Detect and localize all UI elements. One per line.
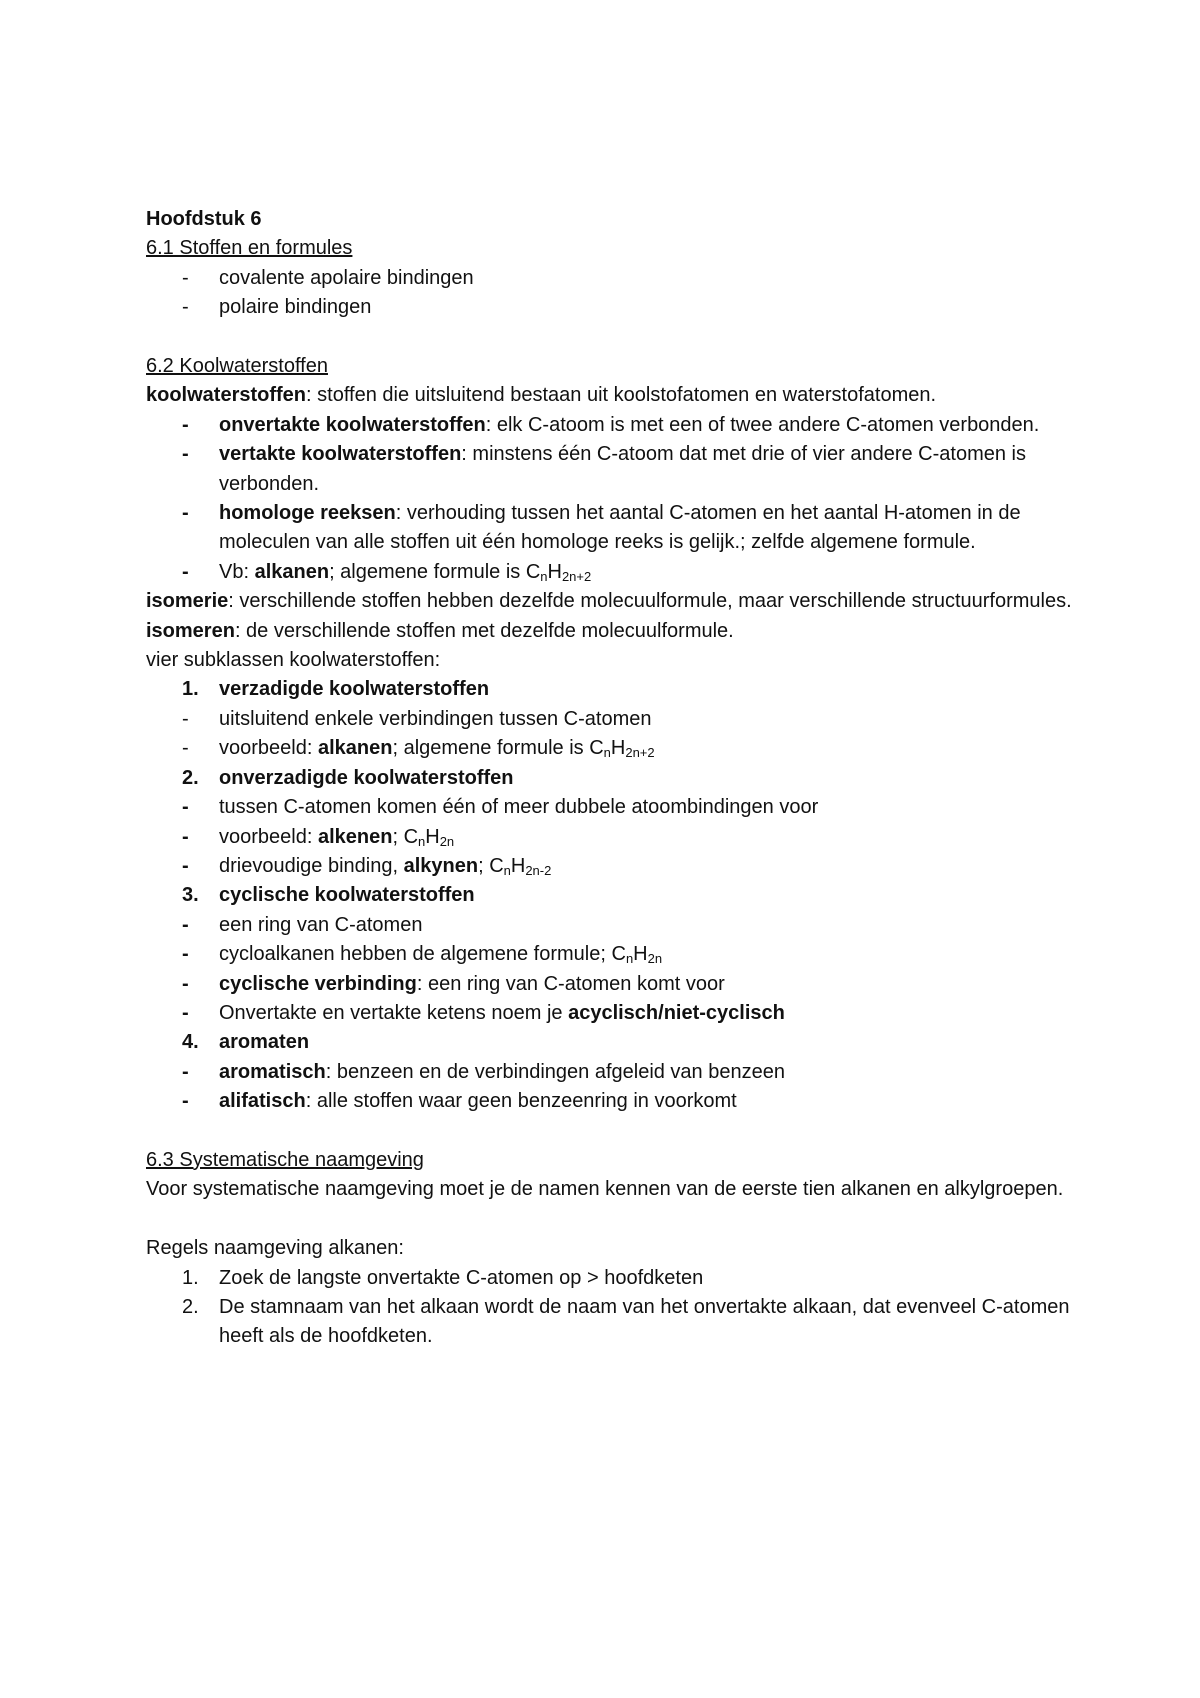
numbered-item: 1. Zoek de langste onvertakte C-atomen op > hoofdketen — [182, 1266, 704, 1289]
dash-marker: - — [182, 443, 189, 466]
list-item: - covalente apolaire bindingen — [146, 264, 1106, 293]
list-item: - aromatisch: benzeen en de verbindingen afgeleid van benzeen — [146, 1058, 1106, 1087]
dash-marker: - — [182, 913, 189, 936]
chapter-title: Hoofdstuk 6 — [146, 208, 262, 230]
dash-marker: - — [182, 943, 189, 966]
dash-marker: - — [182, 825, 189, 848]
list-item: - voorbeeld: alkenen; $C_nH_{2n}$ — [146, 823, 1106, 852]
spacer — [146, 323, 1106, 352]
document-content — [146, 205, 1106, 1352]
list-item: - polaire bindingen — [146, 293, 1106, 322]
numbered-heading: 2. onverzadigde koolwaterstoffen — [182, 766, 514, 789]
section-heading-6-1: 6.1 Stoffen en formules — [146, 237, 353, 260]
dash-marker: - — [182, 502, 189, 525]
dash-marker: - — [182, 296, 189, 319]
definition-isomeren: isomeren: de verschillende stoffen met dezelfde molecuulformule. — [146, 619, 734, 642]
list-item: - tussen C-atomen komen één of meer dubbele atoombindingen voor — [146, 793, 1106, 822]
section-heading-6-3: 6.3 Systematische naamgeving — [146, 1148, 424, 1171]
list-item: - voorbeeld: alkanen; algemene formule is $C_nH_{2n+2}$ — [146, 734, 1106, 763]
list-item: - Onvertakte en vertakte ketens noem je acyclisch/niet-cyclisch — [146, 999, 1106, 1028]
dash-marker: - — [182, 266, 189, 289]
dash-marker: - — [182, 560, 189, 583]
definition-isomerie: isomerie: verschillende stoffen hebben dezelfde molecuulformule, maar verschillende structuurformules. — [146, 590, 1072, 613]
list-item: - uitsluitend enkele verbindingen tussen C-atomen — [146, 705, 1106, 734]
list-item: - Vb: alkanen; algemene formule is $C_nH_{2n+2}$ — [146, 558, 1106, 587]
dash-marker: - — [182, 413, 189, 436]
definition-koolwaterstoffen: koolwaterstoffen: stoffen die uitsluitend bestaan uit koolstofatomen en waterstofatomen. — [146, 384, 937, 407]
dash-marker: - — [182, 737, 189, 760]
numbered-heading: 3. cyclische koolwaterstoffen — [182, 884, 475, 907]
list-item: - alifatisch: alle stoffen waar geen benzeenring in voorkomt — [146, 1087, 1106, 1116]
dash-marker: - — [182, 1060, 189, 1083]
rules-title: Regels naamgeving alkanen: — [146, 1237, 404, 1260]
dash-marker: - — [182, 1090, 189, 1113]
list-item: - een ring van C-atomen — [146, 911, 1106, 940]
subclasses-intro: vier subklassen koolwaterstoffen: — [146, 649, 441, 672]
dash-marker: - — [182, 796, 189, 819]
numbered-item: 2. De stamnaam van het alkaan wordt de naam van het onvertakte alkaan, dat evenveel C-atomen heeft als de hoofdketen. — [182, 1295, 1070, 1348]
list-item: - drievoudige binding, alkynen; $C_nH_{2n-2}$ — [146, 852, 1106, 881]
dash-marker: - — [182, 972, 189, 995]
list-item: - homologe reeksen: verhouding tussen het aantal C-atomen en het aantal H-atomen in de moleculen van alle stoffen uit één homologe reeks is gelijk.; zelfde algemene formule. — [146, 499, 1106, 558]
list-item: - vertakte koolwaterstoffen: minstens één C-atoom dat met drie of vier andere C-atomen is verbonden. — [146, 440, 1106, 499]
numbered-heading: 1. verzadigde koolwaterstoffen — [182, 678, 490, 701]
list-item: - onvertakte koolwaterstoffen: elk C-atoom is met een of twee andere C-atomen verbonden. — [146, 411, 1106, 440]
spacer — [146, 1205, 1106, 1234]
dash-marker: - — [182, 1001, 189, 1024]
list-item: - cyclische verbinding: een ring van C-atomen komt voor — [146, 970, 1106, 999]
section-heading-6-2: 6.2 Koolwaterstoffen — [146, 355, 328, 378]
section-intro: Voor systematische naamgeving moet je de namen kennen van de eerste tien alkanen en alkylgroepen. — [146, 1178, 1064, 1201]
dash-marker: - — [182, 707, 189, 730]
spacer — [146, 1117, 1106, 1146]
numbered-heading: 4. aromaten — [182, 1031, 310, 1054]
dash-marker: - — [182, 854, 189, 877]
list-item: - cycloalkanen hebben de algemene formule; $C_nH_{2n}$ — [146, 940, 1106, 969]
